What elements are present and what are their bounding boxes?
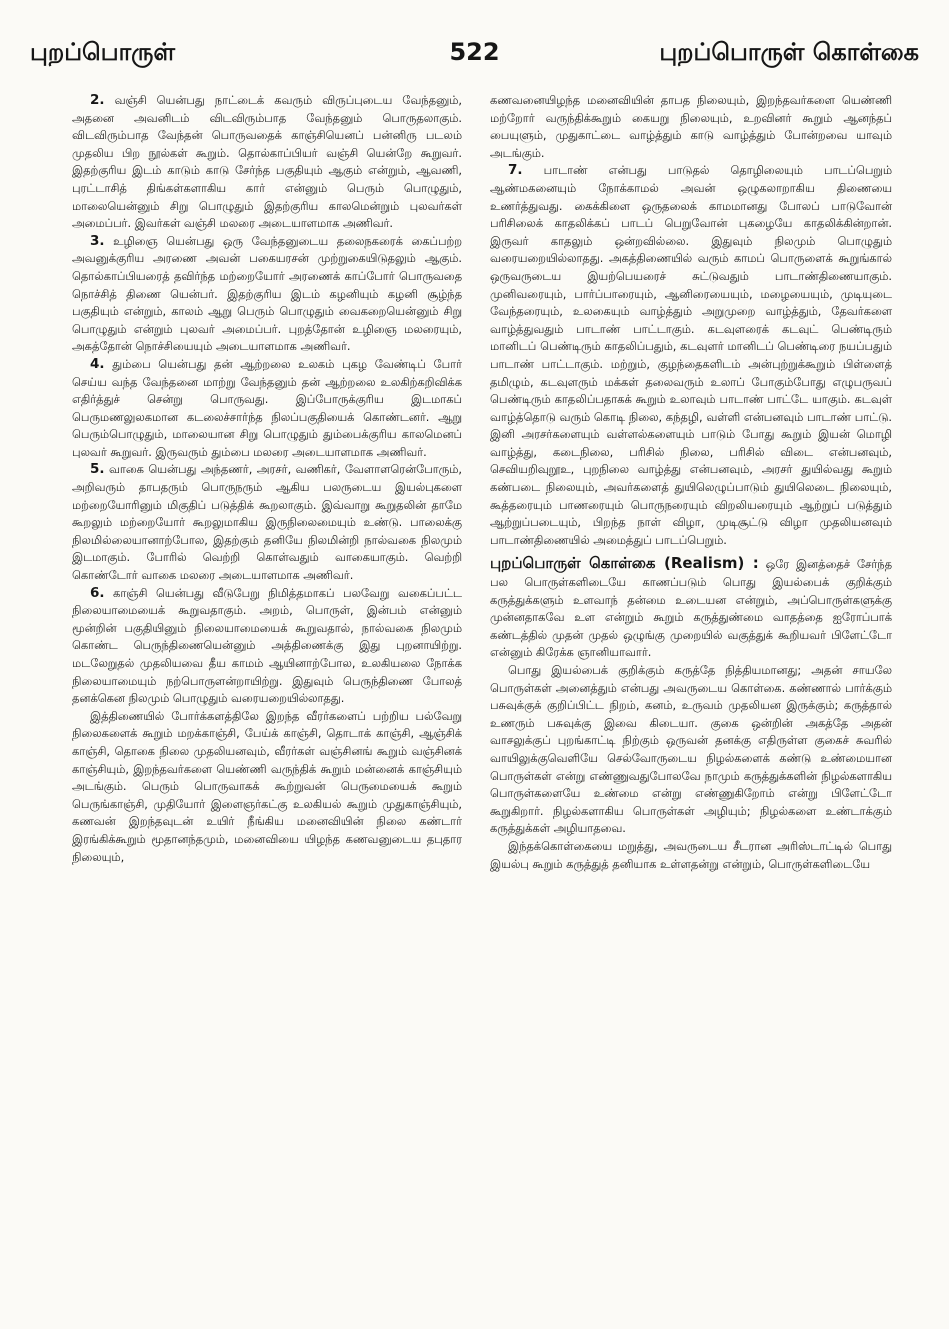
paragraph-text: இத்திணையில் போர்க்களத்திலே இறந்த வீரர்களைப் பற்றிய பல்வேறு நிலைகளைக் கூறும் மறக்காஞ்சி, பேய்க் காஞ்சி, தொடாக் காஞ்சி, ஆஞ்சிக் காஞ்சி, தொகை நிலை முதலியனவும், வீரர்கள் வஞ்சினங் கூறும் வஞ்சினக் காஞ்சியும், இறந்தவர்களை யெண்ணி வருந்திக் கூறும் மன்னைக் காஞ்சியும் அடங்கும். பெரும் பொருவாகக் கூற்றுவன் பெருமையைக் கூறும் பெருங்காஞ்சி, முதியோர் இளைஞர்கட்கு உலகியல் கூறும் முதுகாஞ்சியும், கணவன் இறந்தவுடன் உயிர் நீங்கிய மனைவியின் நிலை கண்டார் இரங்கிக்கூறும் மூதானந்தமும், மனைவியை யிழந்த கணவனுடைய தபுதார நிலையும், xyxy=(72,708,462,864)
paragraph xyxy=(490,838,892,873)
paragraph xyxy=(72,708,462,866)
paragraph-text: வாகை யென்பது அந்தணர், அரசர், வணிகர், வேளாளரென்போரும், அறிவரும் தாபதரும் பொருநரும் ஆகிய பலருடைய இயல்புகளை மற்றையோரினும் மிகுதிப் படுத்திக் கூறலாகும். இவ்வாறு கூறுதலின் தாமே கூறலும் மற்றையோர் கூறலுமாகிய இருநிலைமையும் உண்டு. பாலைக்கு நிலமில்லையானாற்போல, இதற்கும் தனியே நிலமின்றி நால்வகை நிலமும் இடமாகும். போரில் வெற்றி கொள்வதும் வாகையாகும். வெற்றி கொண்டோர் வாகை மலரை அடையாளமாக அணிவர். xyxy=(72,462,462,583)
paragraph-text: பாடாண் என்பது பாடுதல் தொழிலையும் பாடப்பெறும் ஆண்மகனையும் நோக்காமல் அவன் ஒழுகலாறாகிய திணையை உணர்த்துவது. கைக்கிளை ஒருதலைக் காமமானது போலப் பாடுவோன் பரிசிலைக் காதலிக்கப் பாடப் பெறுவோன் புகழையே காதலிக்கின்றான். இருவர் காதலும் ஒன்றவில்லை. இதுவும் நிலமும் பொழுதும் வரையறையில்லாதது. அகத்திணையில் வரும் காமப் பொருளைக் கூறுங்கால் ஒருவருடைய இயற்பெயரைச் சுட்டுவதும் பாடாண்திணையாகும். முனிவரையும், பார்ப்பாரையும், ஆனிரையையும், மழையையும், முடியுடை வேந்தரையும், உலகையும் வாழ்த்தும் அறுமுறை வாழ்த்தும், தேவர்களை வாழ்த்துவதும் பாடாண் பாட்டாகும். கடவுளரைக் கடவுட் பெண்டிரும் மானிடப் பெண்டிரும் காதலிப்பதும், கடவுளர் மானிடப் பெண்டிரை நயப்பதும் பாடாண் பாட்டாகும். மற்றும், குழந்தைகளிடம் அன்புற்றுக்கூறும் பிள்ளைத் தமிழும், கடவுளரும் மக்கள் தலைவரும் உலாப் போகும்போது எழுபருவப் பெண்டிரும் காதலிப்பதாகக் கூறும் உலாவும் பாடாண் பாட்டே யாகும். கடவுள் வாழ்த்தொடு வரும் கொடி நிலை, கந்தழி, வள்ளி என்பனவும் பாடாண் பாட்டு. இனி அரசர்களையும் வள்ளல்களையும் பாடும் போது கூறும் இயன் மொழி வாழ்த்து, கடைநிலை, பரிசில் நிலை, பரிசில் விடை என்பனவும், செவியறிவுறூஉ, புறநிலை வாழ்த்து என்பனவும், அரசர் துயில்வது கூறும் கண்படை நிலையும், அவர்களைத் துயிலெழுப்பாடும் துயிலெடை நிலையும், கூத்தரையும் பாணரையும் பொருநரையும் விறலியரையும் ஆற்றுப் படுத்தும் ஆற்றுப்படையும், பிறந்த நாள் விழா, முடிசூட்டு விழா முதலியனவும் பாடாண்திணையில் அமைத்துப் பாடப்பெறும். xyxy=(490,163,892,547)
paragraph xyxy=(72,585,462,708)
paragraph xyxy=(490,92,892,162)
paragraph xyxy=(490,662,892,838)
paragraph-text: ஒரே இனத்தைச் சேர்ந்த பல பொருள்களிடையே காணப்படும் பொது இயல்பைக் குறிக்கும் கருத்துக்களும் உளவாந் தன்மை உடையன என்றும், அப்பொருள்களுக்கு முன்னதாகவே உள என்றும் கூறும் கருத்துண்மை வாதத்தை ஐரோப்பாக் கண்டத்தில் முதன் முதல் ஒழுங்கு முறையில் வகுத்துக் கூறியவர் பிளேட்டோ என்னும் கிரேக்க ஞானியாவார். xyxy=(490,557,892,660)
page-header xyxy=(30,38,919,78)
right-column xyxy=(490,92,892,873)
paragraph-number: 2. xyxy=(90,92,105,108)
paragraph-number: 5. xyxy=(90,461,105,478)
paragraph-text: தும்பை யென்பது தன் ஆற்றலை உலகம் புகழ வேண்டிப் போர் செய்ய வந்த வேந்தனை மாற்று வேந்தனும் தன் ஆற்றலை உலகிற்கறிவிக்க எதிர்த்துச் சென்று பொருவது. இப்போருக்குரிய இடமாகப் பெருமணலுலகமான கடலைச்சார்ந்த நிலப்பகுதியைக் கொண்டனர். ஆறு பெரும்பொழுதும், மாலையான சிறு பொழுதும் தும்பைக்குரிய காலமெனப் புலவர் கூறுவர். இருவரும் தும்பை மலரை அடையாளமாக அணிவர். xyxy=(72,356,462,459)
page-number: 522 xyxy=(449,38,500,66)
paragraph-number: 3. xyxy=(90,232,105,249)
left-column xyxy=(72,92,462,866)
running-head-left: புறப்பொருள் xyxy=(30,38,176,66)
entry-paragraph xyxy=(490,555,892,662)
paragraph xyxy=(72,461,462,584)
paragraph-text: கணவனையிழந்த மனைவியின் தாபத நிலையும், இறந்தவர்களை யெண்ணி மற்றோர் வருந்திக்கூறும் கையறு நிலையும், உறவினர் கூறும் ஆனந்தப் பையுளும், முதுகாட்டை வாழ்த்தும் காடு வாழ்த்தும் போன்றவை யாவும் அடங்கும். xyxy=(490,93,892,160)
paragraph-number: 7. xyxy=(508,162,523,179)
running-head-right: புறப்பொருள் கொள்கை xyxy=(659,38,919,66)
paragraph xyxy=(72,92,462,233)
paragraph-text: உழிஞை யென்பது ஒரு வேந்தனுடைய தலைநகரைக் கைப்பற்ற அவனுக்குரிய அரணை அவன் பகையரசன் முற்றுகையிடுதலும் ஆகும். தொல்காப்பியரைத் தவிர்ந்த மற்றையோர் அரணைக் காப்போர் பொருவதை நொச்சித் திணை யென்பர். இதற்குரிய இடம் கழனியும் கழனி சூழ்ந்த பகுதியும் என்றும், காலம் ஆறு பெரும் பொழுதும் வைகறையென்னும் சிறு பொழுதும் என்றும் புலவர் அமைப்பர். புறத்தோன் உழிஞை மலரையும், அகத்தோன் நொச்சியையும் அடையாளமாக அணிவர். xyxy=(72,233,463,354)
entry-heading: புறப்பொருள் கொள்கை (Realism) : xyxy=(490,554,759,573)
paragraph-number: 6. xyxy=(90,584,105,601)
paragraph xyxy=(490,162,892,549)
paragraph-text: பொது இயல்பைக் குறிக்கும் கருத்தே நித்தியமானது; அதன் சாயலே பொருள்கள் அனைத்தும் என்பது அவருடைய கொள்கை. கண்ணால் பார்க்கும் பசுவுக்குக் குறிப்பிட்ட நிறம், கனம், உருவம் முதலியன இருக்கும்; கருத்தால் உணரும் பசுவுக்கு இவை கிடையா. குகை ஒன்றின் அகத்தே அதன் வாசலுக்குப் புறங்காட்டி நிற்கும் ஒருவன் தனக்கு எதிருள்ள குகைச் சுவரில் வாயிலுக்குவெளியே செல்வோருடைய நிழல்களைக் கண்டு உண்மையான பொருள்கள் என்று எண்ணுவதுபோலவே நாமும் கருத்துக்களின் நிழல்களாகிய பொருள்களையே உண்மை என்று எண்ணுகிறோம் என்று பிளேட்டோ கூறுகிறார். நிழல்களாகிய பொருள்கள் அழியும்; நிழல்களை உண்டாக்கும் கருத்துக்கள் அழியாதவை. xyxy=(490,663,892,836)
paragraph xyxy=(72,233,462,356)
paragraph-text: காஞ்சி யென்பது வீடுபேறு நிமித்தமாகப் பலவேறு வகைப்பட்ட நிலையாமையைக் கூறுவதாகும். அறம், பொருள், இன்பம் என்னும் மூன்றின் பகுதியினும் நிலையாமையைக் கூறுவதால், நால்வகை நிலமும் கொண்ட பெருந்திணையென்னும் அத்திணைக்கு இது புறனாயிற்று. மடலேறுதல் முதலியவை தீய காமம் ஆயினாற்போல, உலகியலை நோக்க நிலையாமையும் நற்பொருளன்றாயிற்று. இதுவும் பெருந்திணை போலத் தனக்கென நிலமும் பொழுதும் வரையறையில்லாதது. xyxy=(72,585,462,706)
paragraph xyxy=(72,356,462,462)
paragraph-text: இந்தக்கொள்கையை மறுத்து, அவருடைய சீடரான அரிஸ்டாட்டில் பொது இயல்பு கூறும் கருத்துத் தனியாக உள்ளதன்று என்றும், பொருள்களிடையே xyxy=(490,838,892,871)
paragraph-number: 4. xyxy=(90,355,105,372)
paragraph-text: வஞ்சி யென்பது நாட்டைக் கவரும் விருப்புடைய வேந்தனும், அதனை அவனிடம் விடவிரும்பாத வேந்தனும் பொருதலாகும். விடவிரும்பாத வேந்தன் பொருவதைக் காஞ்சியெனப் பன்னிரு படலம் முதலிய பிற நூல்கள் கூறும். தொல்காப்பியர் வஞ்சி யென்றே கூறுவர். இதற்குரிய இடம் காடும் காடு சேர்ந்த பகுதியும் ஆகும் என்றும், ஆவணி, புரட்டாசித் திங்கள்களாகிய கார் என்னும் பெரும் பொழுதும், மாலையென்னும் சிறு பொழுதும் இதற்குரிய காலமென்றும் புலவர்கள் அமைப்பர். இவர்கள் வஞ்சி மலரை அடையாளமாக அணிவர். xyxy=(72,93,463,231)
